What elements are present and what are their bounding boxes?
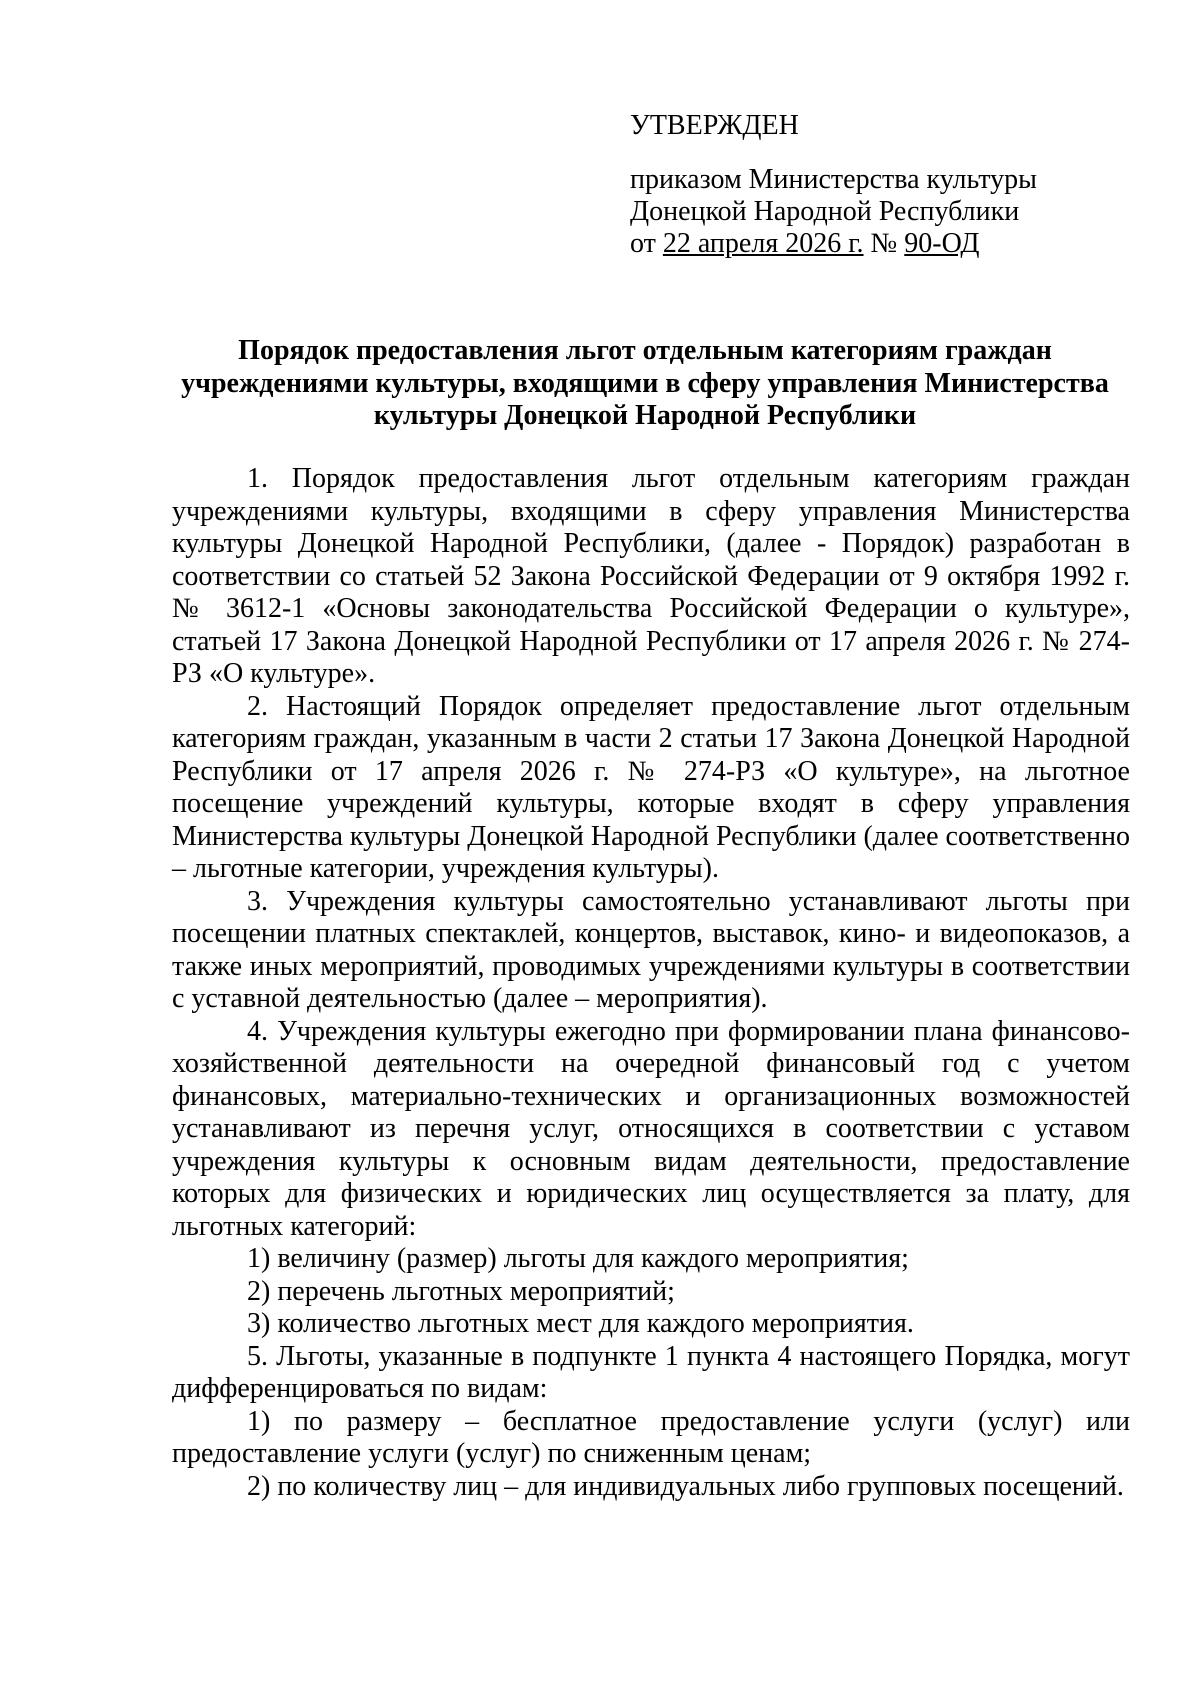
paragraph-3: 3. Учреждения культуры самостоятельно устанавливают льготы при посещении платных спектаклей, концертов, выставок, кино- и видеопоказов, а также иных мероприятий, проводимых учреждениями культуры в соответствии с уставной деятельностью (далее – мероприятия). xyxy=(172,885,1130,1014)
approval-number-prefix: № xyxy=(863,228,905,259)
approval-number: 90-ОД xyxy=(904,228,980,259)
approval-order-line: приказом Министерства культуры xyxy=(630,164,1037,195)
approved-heading: УТВЕРЖДЕН xyxy=(630,110,799,141)
title-line-3: культуры Донецкой Народной Республики xyxy=(373,400,917,431)
subitem-5-2: 2) по количеству лиц – для индивидуальных либо групповых посещений. xyxy=(247,1470,1124,1502)
approval-stamp xyxy=(630,110,1037,260)
approval-date-prefix: от xyxy=(630,228,663,259)
approval-republic-line: Донецкой Народной Республики xyxy=(630,196,1020,227)
paragraph-2: 2. Настоящий Порядок определяет предоставление льгот отдельным категориям граждан, указанным в части 2 статьи 17 Закона Донецкой Народной Республики от 17 апреля 2026 г. № 274-РЗ «О культуре», на льготное посещение учреждений культуры, которые входят в сферу управления Министерства культуры Донецкой Народной Республики (далее соответственно – льготные категории, учреждения культуры). xyxy=(172,690,1130,884)
document-title xyxy=(170,335,1120,433)
title-line-2: учреждениями культуры, входящими в сферу управления Министерства xyxy=(181,367,1109,399)
subitem-4-3: 3) количество льготных мест для каждого мероприятия. xyxy=(247,1308,914,1339)
subitem-4-2: 2) перечень льготных мероприятий; xyxy=(247,1275,675,1307)
paragraph-1: 1. Порядок предоставления льгот отдельным категориям граждан учреждениями культуры, входящими в сферу управления Министерства культуры Донецкой Народной Республики, (далее - Порядок) разработан в соответствии со статьей 52 Закона Российской Федерации от 9 октября 1992 г. № 3612-1 «Основы законодательства Российской Федерации о культуре», статьей 17 Закона Донецкой Народной Республики от 17 апреля 2026 г. № 274-РЗ «О культуре». xyxy=(172,463,1130,689)
subitem-4-1: 1) величину (размер) льготы для каждого мероприятия; xyxy=(247,1243,909,1274)
document-body xyxy=(172,463,1130,1503)
paragraph-5: 5. Льготы, указанные в подпункте 1 пункта 4 настоящего Порядка, могут дифференцироваться по видам: xyxy=(172,1340,1130,1404)
subitem-5-1: 1) по размеру – бесплатное предоставление услуги (услуг) или предоставление услуги (услуг) по сниженным ценам; xyxy=(172,1405,1130,1469)
paragraph-4: 4. Учреждения культуры ежегодно при формировании плана финансово-хозяйственной деятельности на очередной финансовый год с учетом финансовых, материально-технических и организационных возможностей устанавливают из перечня услуг, относящихся в соответствии с уставом учреждения культуры к основным видам деятельности, предоставление которых для физических и юридических лиц осуществляется за плату, для льготных категорий: xyxy=(172,1015,1130,1242)
title-line-1: Порядок предоставления льгот отдельным категориям граждан xyxy=(238,335,1052,366)
approval-date: 22 апреля 2026 г. xyxy=(662,228,864,259)
approval-date-line xyxy=(630,228,1037,260)
